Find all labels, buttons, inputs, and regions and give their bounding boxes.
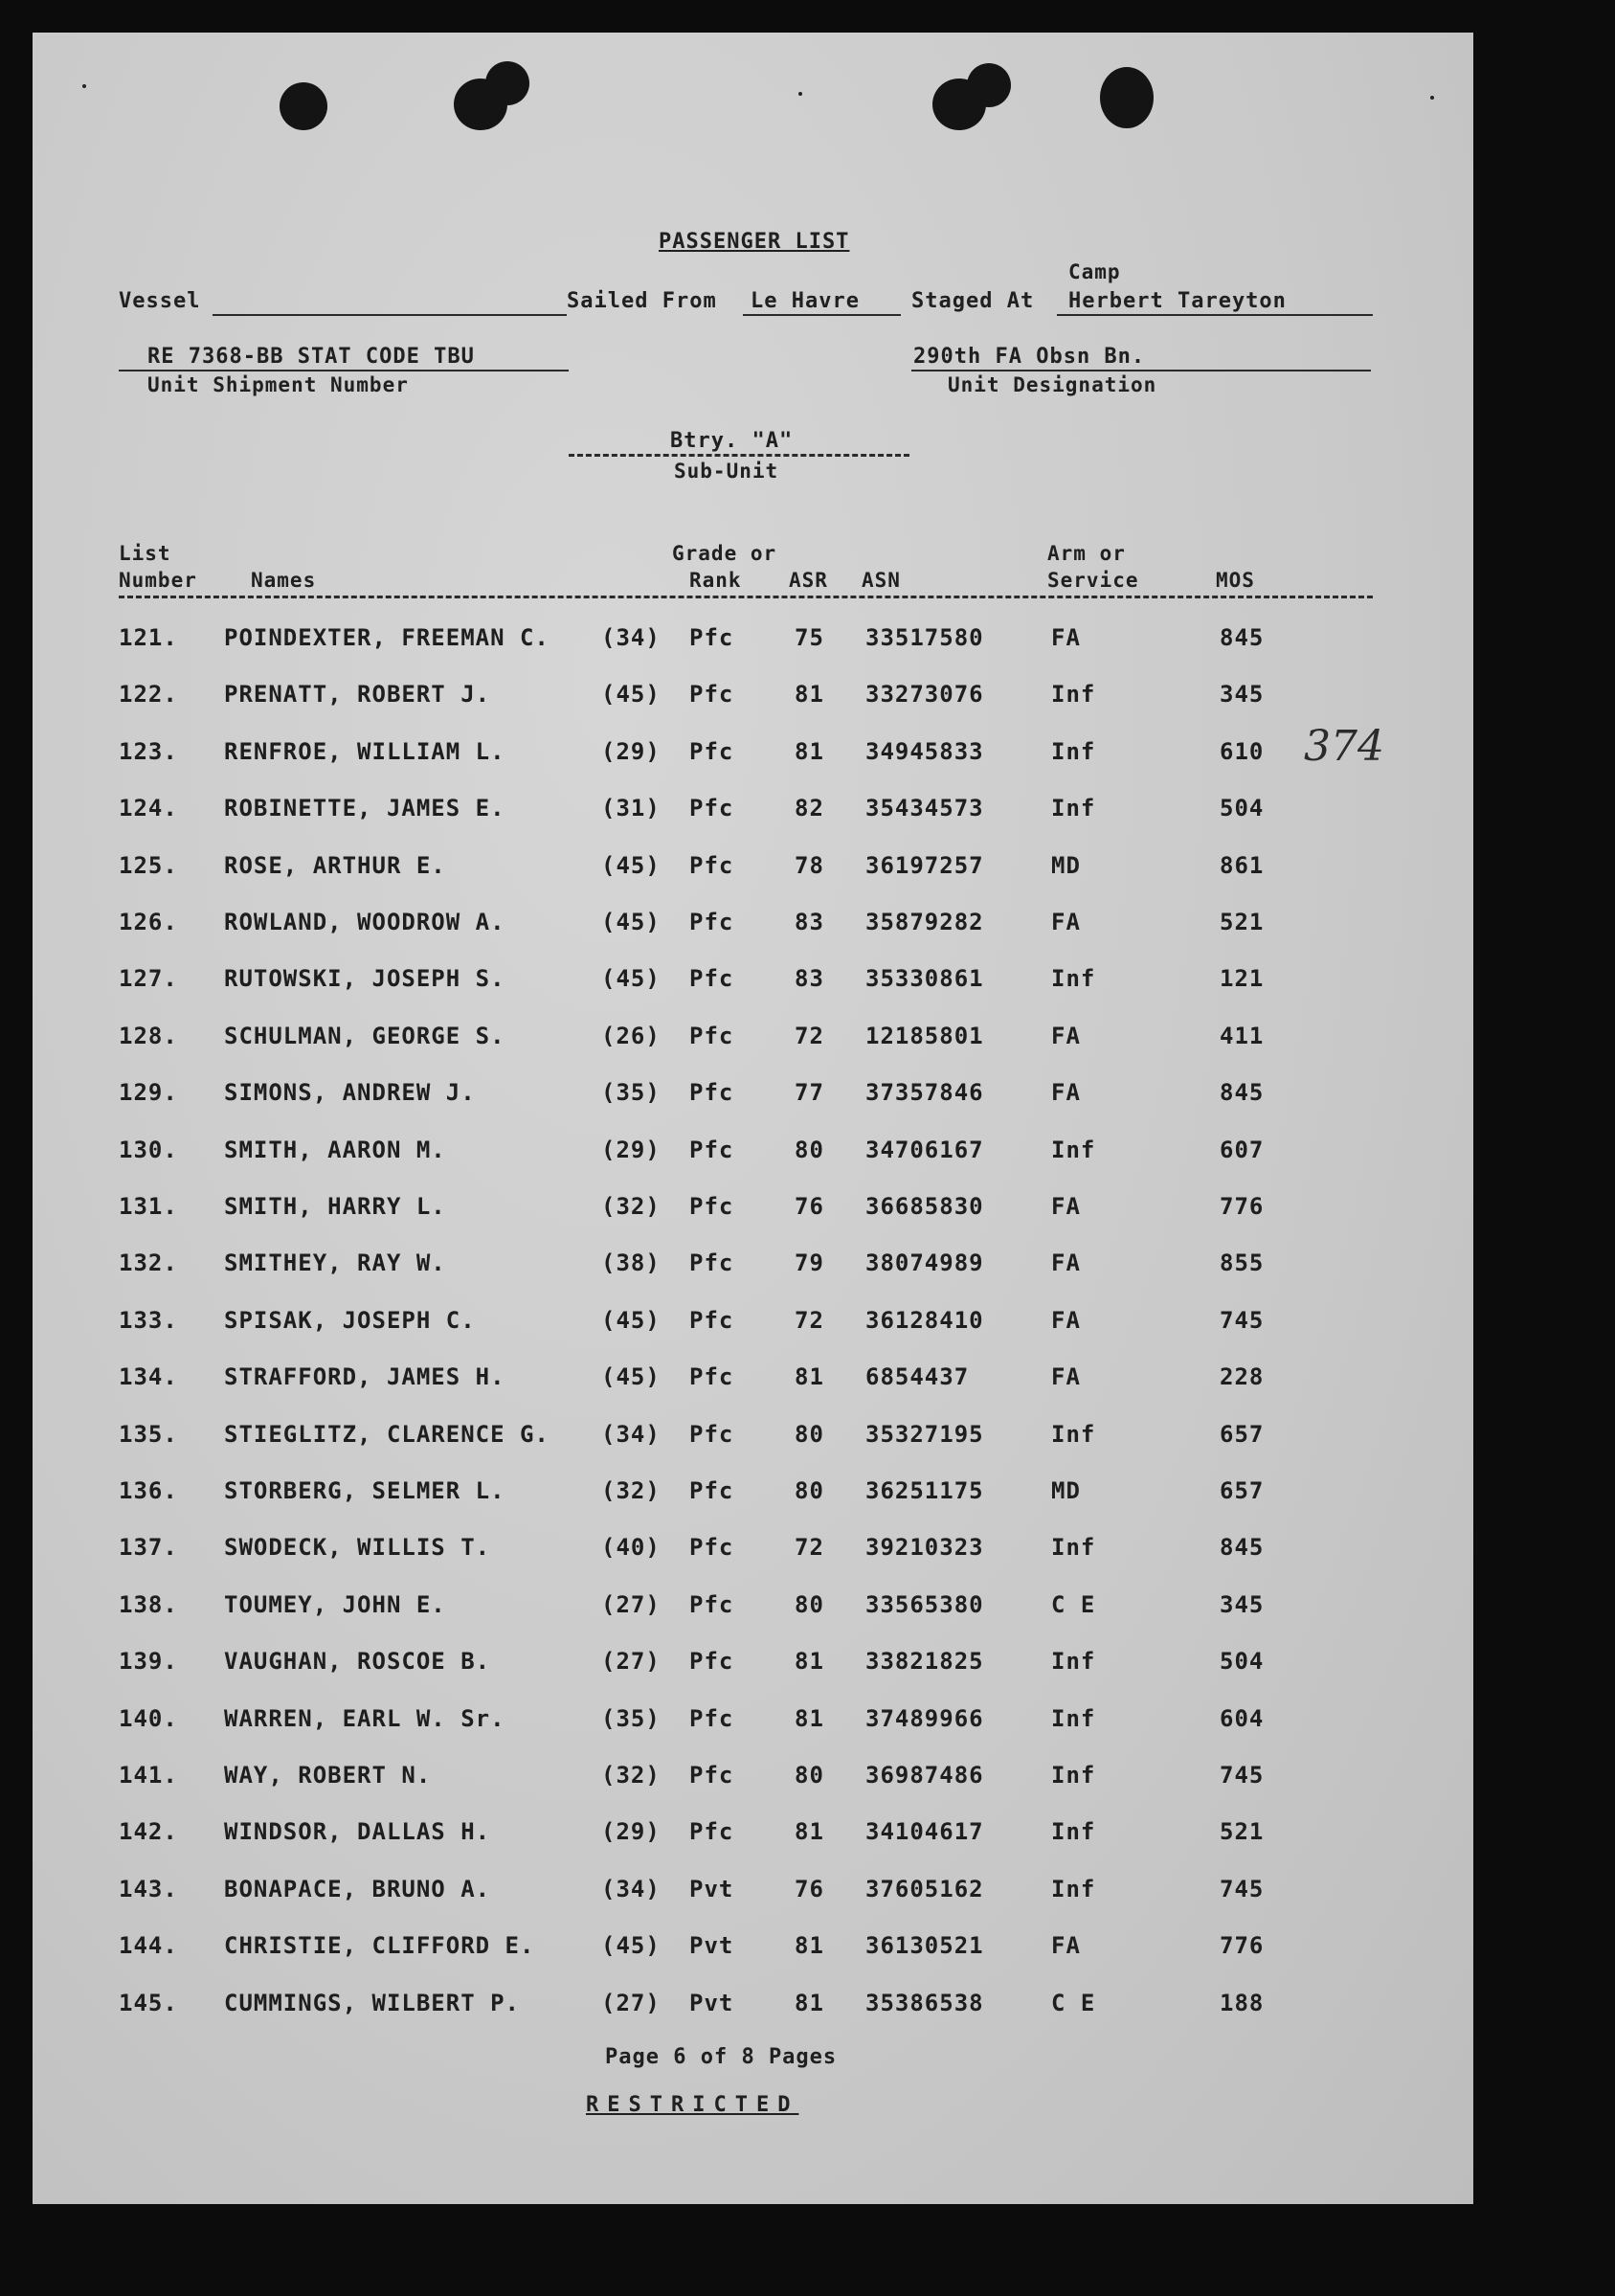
row-age: (45) — [601, 1363, 661, 1391]
row-asr: 81 — [795, 1363, 824, 1391]
row-rank: Pfc — [689, 1306, 734, 1334]
row-list-number: 127. — [119, 965, 178, 993]
shipment-number-label: Unit Shipment Number — [147, 373, 409, 396]
row-name: SMITH, AARON M. — [224, 1136, 446, 1163]
row-name: SPISAK, JOSEPH C. — [224, 1306, 476, 1334]
table-row — [33, 1477, 1473, 1516]
row-rank: Pfc — [689, 1704, 734, 1732]
row-mos: 604 — [1220, 1704, 1265, 1732]
row-arm-service: Inf — [1051, 681, 1096, 709]
row-rank: Pfc — [689, 681, 734, 709]
row-arm-service: Inf — [1051, 1875, 1096, 1902]
row-asn: 35879282 — [865, 909, 984, 935]
row-asr: 80 — [795, 1590, 824, 1618]
row-age: (34) — [601, 1420, 661, 1448]
sailed-value: Le Havre — [751, 289, 860, 313]
row-name: SMITHEY, RAY W. — [224, 1249, 446, 1277]
row-rank: Pfc — [689, 795, 734, 822]
vessel-label: Vessel — [119, 289, 201, 313]
row-list-number: 129. — [119, 1079, 178, 1107]
row-mos: 345 — [1220, 1590, 1265, 1618]
vessel-field-line — [213, 314, 567, 316]
row-arm-service: FA — [1051, 1306, 1081, 1334]
row-age: (45) — [601, 1932, 661, 1960]
header-list: List — [119, 542, 171, 565]
handwritten-page-number: 374 — [1304, 722, 1384, 771]
header-service: Service — [1047, 569, 1139, 592]
row-name: WARREN, EARL W. Sr. — [224, 1704, 505, 1732]
row-rank: Pfc — [689, 624, 734, 651]
row-arm-service: MD — [1051, 851, 1081, 879]
row-age: (45) — [601, 965, 661, 993]
row-list-number: 123. — [119, 737, 178, 765]
unit-designation-label: Unit Designation — [948, 373, 1157, 396]
row-name: POINDEXTER, FREEMAN C. — [224, 624, 550, 651]
row-mos: 745 — [1220, 1762, 1265, 1789]
row-asr: 80 — [795, 1136, 824, 1163]
camp-label: Camp — [1068, 260, 1121, 283]
row-list-number: 128. — [119, 1022, 178, 1049]
subunit-field-line — [569, 454, 909, 457]
row-rank: Pfc — [689, 1590, 734, 1618]
footer-restricted: RESTRICTED — [586, 2093, 799, 2117]
row-mos: 855 — [1220, 1249, 1265, 1277]
row-list-number: 124. — [119, 795, 178, 822]
table-row — [33, 1762, 1473, 1800]
row-name: ROBINETTE, JAMES E. — [224, 795, 505, 822]
row-name: RUTOWSKI, JOSEPH S. — [224, 965, 505, 993]
staged-value: Herbert Tareyton — [1068, 289, 1287, 313]
row-asr: 81 — [795, 1989, 824, 2016]
row-age: (45) — [601, 909, 661, 935]
row-rank: Pfc — [689, 1193, 734, 1220]
shipment-field-line — [119, 370, 569, 371]
row-mos: 610 — [1220, 737, 1265, 765]
table-row — [33, 852, 1473, 890]
row-list-number: 121. — [119, 624, 178, 651]
row-mos: 521 — [1220, 909, 1265, 935]
row-age: (31) — [601, 795, 661, 822]
row-mos: 845 — [1220, 1534, 1265, 1562]
row-asr: 82 — [795, 795, 824, 822]
row-name: CHRISTIE, CLIFFORD E. — [224, 1932, 535, 1960]
row-list-number: 140. — [119, 1704, 178, 1732]
row-asr: 75 — [795, 624, 824, 651]
row-age: (29) — [601, 737, 661, 765]
table-row — [33, 1591, 1473, 1630]
table-row — [33, 1079, 1473, 1117]
table-row — [33, 1137, 1473, 1175]
table-row — [33, 1307, 1473, 1345]
row-list-number: 138. — [119, 1590, 178, 1618]
row-list-number: 131. — [119, 1193, 178, 1220]
row-asn: 33565380 — [865, 1590, 984, 1618]
row-rank: Pfc — [689, 1022, 734, 1049]
row-arm-service: MD — [1051, 1477, 1081, 1504]
row-mos: 345 — [1220, 681, 1265, 709]
row-age: (29) — [601, 1136, 661, 1163]
row-age: (32) — [601, 1193, 661, 1220]
row-list-number: 141. — [119, 1762, 178, 1789]
row-age: (45) — [601, 1306, 661, 1334]
row-age: (35) — [601, 1079, 661, 1107]
sailed-field-line — [743, 314, 901, 316]
row-list-number: 145. — [119, 1989, 178, 2016]
row-arm-service: FA — [1051, 1932, 1081, 1960]
shipment-number-value: RE 7368-BB STAT CODE TBU — [147, 345, 475, 369]
header-asn: ASN — [862, 569, 901, 592]
row-rank: Pfc — [689, 1249, 734, 1277]
row-rank: Pfc — [689, 1136, 734, 1163]
row-asn: 34706167 — [865, 1136, 984, 1163]
row-asn: 33273076 — [865, 681, 984, 709]
table-row — [33, 1193, 1473, 1231]
paper-speck — [1430, 96, 1434, 100]
punch-hole — [967, 63, 1011, 107]
row-mos: 411 — [1220, 1022, 1265, 1049]
row-arm-service: Inf — [1051, 1648, 1096, 1676]
row-age: (27) — [601, 1590, 661, 1618]
table-row — [33, 1876, 1473, 1914]
row-age: (38) — [601, 1249, 661, 1277]
footer-page-count: Page 6 of 8 Pages — [605, 2045, 838, 2069]
row-asr: 79 — [795, 1249, 824, 1277]
row-age: (35) — [601, 1704, 661, 1732]
row-arm-service: Inf — [1051, 1136, 1096, 1163]
row-name: VAUGHAN, ROSCOE B. — [224, 1648, 491, 1676]
row-age: (26) — [601, 1022, 661, 1049]
row-age: (34) — [601, 624, 661, 651]
row-asn: 34945833 — [865, 737, 984, 765]
row-arm-service: Inf — [1051, 1818, 1096, 1846]
row-asn: 36128410 — [865, 1306, 984, 1334]
row-age: (27) — [601, 1648, 661, 1676]
table-row — [33, 1990, 1473, 2028]
punch-hole — [1100, 67, 1154, 128]
paper-speck — [798, 92, 802, 96]
header-rank: Rank — [689, 569, 742, 592]
row-rank: Pfc — [689, 909, 734, 935]
row-asr: 83 — [795, 909, 824, 935]
table-row — [33, 624, 1473, 663]
row-list-number: 134. — [119, 1363, 178, 1391]
punch-hole — [485, 61, 529, 105]
row-mos: 504 — [1220, 1648, 1265, 1676]
subunit-value: Btry. "A" — [670, 429, 794, 453]
row-age: (34) — [601, 1875, 661, 1902]
row-name: ROWLAND, WOODROW A. — [224, 909, 505, 935]
row-arm-service: Inf — [1051, 1762, 1096, 1789]
row-asr: 72 — [795, 1022, 824, 1049]
row-age: (45) — [601, 681, 661, 709]
row-rank: Pfc — [689, 1363, 734, 1391]
row-name: TOUMEY, JOHN E. — [224, 1590, 446, 1618]
table-row — [33, 1818, 1473, 1857]
row-name: SMITH, HARRY L. — [224, 1193, 446, 1220]
row-mos: 657 — [1220, 1477, 1265, 1504]
table-row — [33, 965, 1473, 1003]
row-name: STRAFFORD, JAMES H. — [224, 1363, 505, 1391]
row-asr: 83 — [795, 965, 824, 993]
staged-field-line — [1057, 314, 1373, 316]
header-rule — [119, 596, 1373, 598]
row-rank: Pvt — [689, 1989, 734, 2016]
row-arm-service: Inf — [1051, 965, 1096, 993]
table-row — [33, 909, 1473, 947]
row-arm-service: FA — [1051, 1249, 1081, 1277]
row-asn: 6854437 — [865, 1363, 970, 1391]
row-asn: 39210323 — [865, 1534, 984, 1562]
row-mos: 745 — [1220, 1306, 1265, 1334]
table-row — [33, 1023, 1473, 1061]
header-names: Names — [251, 569, 317, 592]
row-name: STIEGLITZ, CLARENCE G. — [224, 1420, 550, 1448]
row-asr: 78 — [795, 851, 824, 879]
row-asr: 76 — [795, 1875, 824, 1902]
row-list-number: 132. — [119, 1249, 178, 1277]
row-age: (32) — [601, 1762, 661, 1789]
row-rank: Pfc — [689, 1648, 734, 1676]
document-page — [33, 33, 1473, 2204]
row-mos: 121 — [1220, 965, 1265, 993]
punch-hole — [280, 82, 327, 130]
header-arm: Arm or — [1047, 542, 1126, 565]
row-age: (45) — [601, 851, 661, 879]
document-title: PASSENGER LIST — [659, 230, 850, 254]
row-arm-service: Inf — [1051, 795, 1096, 822]
row-asr: 80 — [795, 1477, 824, 1504]
row-mos: 845 — [1220, 1079, 1265, 1107]
row-list-number: 137. — [119, 1534, 178, 1562]
table-row — [33, 1932, 1473, 1970]
row-rank: Pfc — [689, 1420, 734, 1448]
row-asr: 80 — [795, 1762, 824, 1789]
table-row — [33, 681, 1473, 719]
table-row — [33, 795, 1473, 833]
row-arm-service: C E — [1051, 1989, 1096, 2016]
header-asr: ASR — [789, 569, 828, 592]
row-asn: 33517580 — [865, 624, 984, 651]
table-row — [33, 1249, 1473, 1288]
row-age: (32) — [601, 1477, 661, 1504]
row-mos: 188 — [1220, 1989, 1265, 2016]
row-asn: 36130521 — [865, 1932, 984, 1960]
row-asr: 80 — [795, 1420, 824, 1448]
row-list-number: 135. — [119, 1420, 178, 1448]
row-list-number: 144. — [119, 1932, 178, 1960]
row-name: WAY, ROBERT N. — [224, 1762, 432, 1789]
row-arm-service: Inf — [1051, 737, 1096, 765]
staged-label: Staged At — [911, 289, 1035, 313]
row-asn: 35330861 — [865, 965, 984, 993]
row-asn: 34104617 — [865, 1818, 984, 1846]
row-asn: 37489966 — [865, 1704, 984, 1732]
row-name: SCHULMAN, GEORGE S. — [224, 1022, 505, 1049]
subunit-label: Sub-Unit — [674, 460, 779, 483]
row-asr: 81 — [795, 681, 824, 709]
row-asn: 37357846 — [865, 1079, 984, 1107]
header-number: Number — [119, 569, 197, 592]
row-list-number: 130. — [119, 1136, 178, 1163]
row-arm-service: Inf — [1051, 1704, 1096, 1732]
row-name: CUMMINGS, WILBERT P. — [224, 1989, 520, 2016]
row-asn: 35386538 — [865, 1989, 984, 2016]
table-row — [33, 1648, 1473, 1686]
table-row — [33, 1363, 1473, 1402]
row-list-number: 125. — [119, 851, 178, 879]
row-arm-service: C E — [1051, 1590, 1096, 1618]
row-name: WINDSOR, DALLAS H. — [224, 1818, 491, 1846]
row-mos: 521 — [1220, 1818, 1265, 1846]
row-arm-service: FA — [1051, 1193, 1081, 1220]
row-asn: 36197257 — [865, 851, 984, 879]
row-rank: Pfc — [689, 1818, 734, 1846]
row-asn: 35434573 — [865, 795, 984, 822]
row-asr: 81 — [795, 1704, 824, 1732]
row-asr: 72 — [795, 1534, 824, 1562]
row-asr: 72 — [795, 1306, 824, 1334]
row-mos: 504 — [1220, 795, 1265, 822]
row-list-number: 142. — [119, 1818, 178, 1846]
row-asn: 38074989 — [865, 1249, 984, 1277]
row-asn: 37605162 — [865, 1875, 984, 1902]
row-name: PRENATT, ROBERT J. — [224, 681, 491, 709]
row-mos: 861 — [1220, 851, 1265, 879]
row-mos: 607 — [1220, 1136, 1265, 1163]
row-name: SIMONS, ANDREW J. — [224, 1079, 476, 1107]
row-name: SWODECK, WILLIS T. — [224, 1534, 491, 1562]
paper-speck — [82, 84, 86, 88]
unit-designation-value: 290th FA Obsn Bn. — [913, 345, 1146, 369]
row-list-number: 133. — [119, 1306, 178, 1334]
row-arm-service: FA — [1051, 624, 1081, 651]
row-rank: Pfc — [689, 1534, 734, 1562]
row-asr: 81 — [795, 1932, 824, 1960]
row-arm-service: FA — [1051, 909, 1081, 935]
row-name: STORBERG, SELMER L. — [224, 1477, 505, 1504]
row-list-number: 139. — [119, 1648, 178, 1676]
row-asn: 36987486 — [865, 1762, 984, 1789]
row-asn: 36685830 — [865, 1193, 984, 1220]
row-asn: 36251175 — [865, 1477, 984, 1504]
row-rank: Pfc — [689, 965, 734, 993]
row-mos: 745 — [1220, 1875, 1265, 1902]
row-rank: Pfc — [689, 851, 734, 879]
row-list-number: 136. — [119, 1477, 178, 1504]
row-rank: Pfc — [689, 1477, 734, 1504]
row-asr: 77 — [795, 1079, 824, 1107]
row-name: RENFROE, WILLIAM L. — [224, 737, 505, 765]
row-arm-service: Inf — [1051, 1420, 1096, 1448]
row-name: BONAPACE, BRUNO A. — [224, 1875, 491, 1902]
row-arm-service: FA — [1051, 1079, 1081, 1107]
row-rank: Pfc — [689, 737, 734, 765]
table-row — [33, 738, 1473, 777]
row-mos: 776 — [1220, 1193, 1265, 1220]
row-asr: 81 — [795, 1648, 824, 1676]
header-mos: MOS — [1216, 569, 1255, 592]
row-asn: 33821825 — [865, 1648, 984, 1676]
table-row — [33, 1421, 1473, 1459]
row-asr: 81 — [795, 737, 824, 765]
row-rank: Pvt — [689, 1932, 734, 1960]
row-rank: Pvt — [689, 1875, 734, 1902]
unit-field-line — [911, 370, 1371, 371]
row-arm-service: FA — [1051, 1363, 1081, 1391]
row-mos: 845 — [1220, 624, 1265, 651]
row-list-number: 126. — [119, 909, 178, 935]
header-grade: Grade or — [672, 542, 777, 565]
row-rank: Pfc — [689, 1079, 734, 1107]
row-arm-service: FA — [1051, 1022, 1081, 1049]
row-age: (27) — [601, 1989, 661, 2016]
row-age: (29) — [601, 1818, 661, 1846]
row-rank: Pfc — [689, 1762, 734, 1789]
row-asn: 35327195 — [865, 1420, 984, 1448]
row-asr: 76 — [795, 1193, 824, 1220]
table-row — [33, 1705, 1473, 1744]
row-age: (40) — [601, 1534, 661, 1562]
row-asr: 81 — [795, 1818, 824, 1846]
row-arm-service: Inf — [1051, 1534, 1096, 1562]
row-name: ROSE, ARTHUR E. — [224, 851, 446, 879]
row-asn: 12185801 — [865, 1022, 984, 1049]
table-row — [33, 1534, 1473, 1572]
row-mos: 776 — [1220, 1932, 1265, 1960]
row-mos: 228 — [1220, 1363, 1265, 1391]
row-mos: 657 — [1220, 1420, 1265, 1448]
row-list-number: 143. — [119, 1875, 178, 1902]
row-list-number: 122. — [119, 681, 178, 709]
sailed-label: Sailed From — [567, 289, 717, 313]
